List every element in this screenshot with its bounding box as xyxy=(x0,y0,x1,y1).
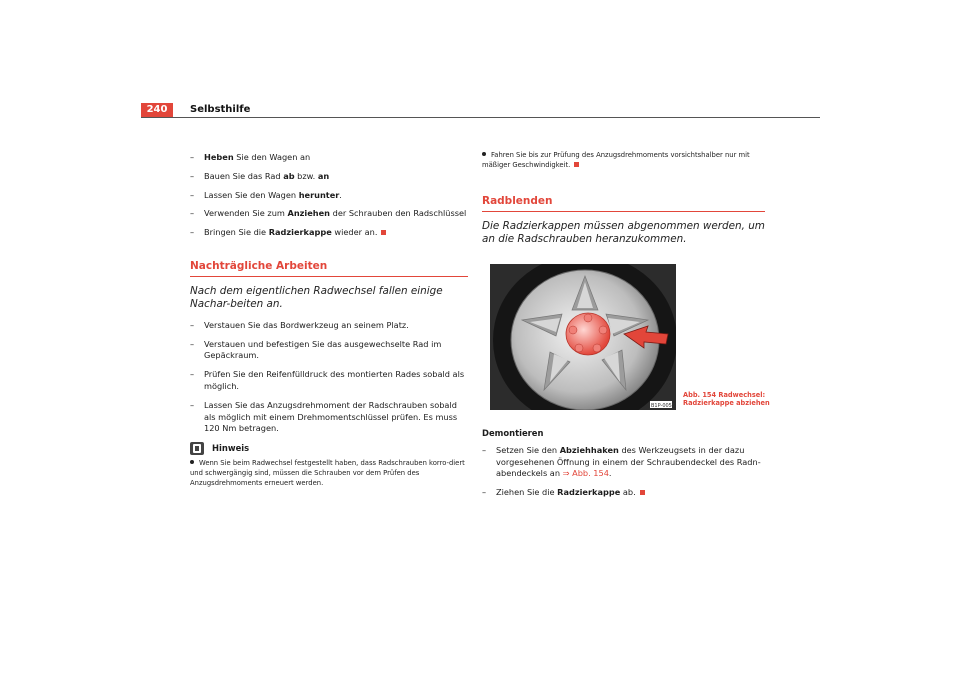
hint-header xyxy=(190,442,468,455)
hint-body: Wenn Sie beim Radwechsel festgestellt haben, dass Radschrauben korro-diert und schwergängig sind, müssen die Schrauben vor dem Prüfen des Anzugsdrehmoments erneuert werden. xyxy=(190,459,465,488)
list-item: – Prüfen Sie den Reifenfülldruck des montierten Rades sobald als möglich. xyxy=(190,369,468,393)
page-number: 240 xyxy=(141,103,173,117)
wheel-figure xyxy=(490,264,676,410)
step-text: . xyxy=(608,468,612,479)
figure-code: B1P-0055 xyxy=(651,403,676,409)
step-text: der Schrauben den Radschlüssel xyxy=(330,208,467,219)
step-bold: Abziehhaken xyxy=(559,444,619,455)
step-text: Ziehen Sie die xyxy=(496,487,558,498)
figure-caption xyxy=(683,391,770,408)
list-item: – Lassen Sie das Anzugsdrehmoment der Radschrauben sobald als möglich mit einem Drehmomentschlüssel prüfen. Es muss 120 Nm betragen. xyxy=(190,400,468,435)
wheel-illustration xyxy=(490,264,676,410)
figure-reference-link[interactable]: ⇒ Abb. 154 xyxy=(562,468,609,479)
section-intro: Nach dem eigentlichen Radwechsel fallen einige Nachar-beiten an. xyxy=(190,284,443,311)
bullet-icon xyxy=(190,460,194,464)
caption-line: Abb. 154 Radwechsel: xyxy=(683,391,766,399)
step-text: Lassen Sie den Wagen xyxy=(204,189,299,200)
step-bold: Heben xyxy=(204,152,234,162)
step-bold: Anziehen xyxy=(287,208,331,219)
demontage-section xyxy=(482,428,765,506)
step-text: des Werkzeugsets in der dazu vorgesehenen Öffnung in einem der Schraubendeckel des Radn-abendeckels an xyxy=(496,444,761,479)
step-bold: an xyxy=(317,170,330,181)
step-text: Verwenden Sie zum xyxy=(204,208,288,219)
top-note-text: Fahren Sie bis zur Prüfung des Anzugsdrehmoments vorsichtshalber nur mit mäßiger Geschwindigkeit. xyxy=(482,151,750,169)
step-text: Bringen Sie die xyxy=(204,227,269,238)
step-bold: Radzierkappe xyxy=(268,227,332,238)
step-bold: ab xyxy=(283,170,295,181)
top-note xyxy=(482,150,765,170)
step-heben xyxy=(190,152,468,164)
step-text: . xyxy=(339,189,342,200)
left-column xyxy=(190,152,468,488)
section-title: Selbsthilfe xyxy=(190,104,251,115)
step-rad xyxy=(190,171,468,183)
subsection-title: Demontieren xyxy=(482,428,544,438)
section-end-mark xyxy=(640,490,645,495)
step-text: Bauen Sie das Rad xyxy=(204,170,284,181)
step-text: Sie den Wagen an xyxy=(233,152,311,162)
hint-text xyxy=(190,458,468,488)
step-radzierkappe xyxy=(190,227,468,239)
header-rule xyxy=(141,117,820,118)
hint-title: Hinweis xyxy=(212,442,250,453)
section-end-mark xyxy=(574,162,579,167)
hint-icon xyxy=(190,442,204,455)
section-intro: Die Radzierkappen müssen abgenommen werden, um an die Radschrauben heranzukommen. xyxy=(482,219,765,246)
section-heading: Radblenden xyxy=(482,196,765,212)
step-text: Setzen Sie den xyxy=(496,444,560,455)
caption-line: Radzierkappe abziehen xyxy=(683,399,770,408)
step-herunter xyxy=(190,190,468,202)
step-bold: herunter xyxy=(298,189,340,200)
list-item: – Verstauen Sie das Bordwerkzeug an seinem Platz. xyxy=(190,320,468,332)
section-heading: Nachträgliche Arbeiten xyxy=(190,261,468,277)
list-item xyxy=(482,445,765,480)
step-text: bzw. xyxy=(294,170,318,181)
step-text: ab. xyxy=(620,487,636,498)
bullet-icon xyxy=(482,152,486,156)
section-end-mark xyxy=(381,230,386,235)
list-item xyxy=(482,487,765,499)
step-bold: Radzierkappe xyxy=(557,487,621,498)
step-text: wieder an. xyxy=(331,227,378,238)
step-anziehen xyxy=(190,208,468,220)
right-column xyxy=(482,150,765,255)
list-item: – Verstauen und befestigen Sie das ausgewechselte Rad im Gepäckraum. xyxy=(190,339,468,363)
